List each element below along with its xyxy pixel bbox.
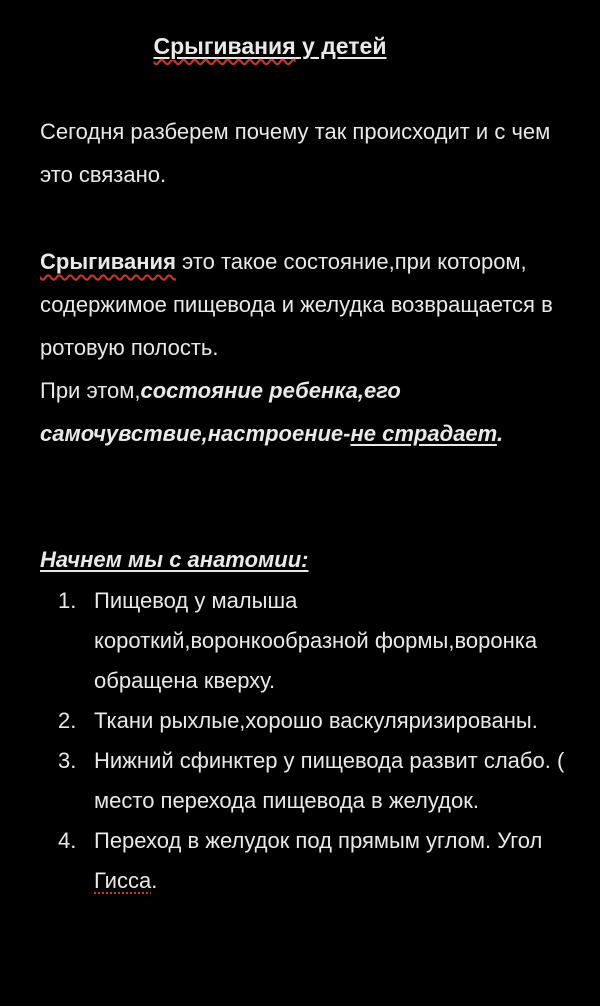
title-word-spellcheck: Срыгивания [153,33,296,59]
definition-text: это такое состояние,при котором, содержимое пищевода и желудка возвращается в ротовую полость. [40,249,553,360]
list-item [40,821,575,901]
definition-emphasis: состояние ребенка,его самочувствие,настроение- [40,378,401,446]
anatomy-list [40,581,575,901]
list-item-text: Нижний сфинктер у пищевода развит слабо. ( место перехода пищевода в желудок. [94,748,565,813]
definition-end: . [496,421,504,446]
list-item [40,581,575,701]
list-item [40,741,575,821]
anatomy-heading: Начнем мы с анатомии: [40,547,309,572]
definition-line2-prefix: При этом, [40,378,141,403]
definition-paragraph [40,240,570,455]
list-item-text-after: . [151,868,158,893]
list-item-number: 4. [58,828,77,853]
spellcheck-word: Гисса [94,868,152,893]
list-item-number: 2. [58,708,77,733]
intro-paragraph: Сегодня разберем почему так происходит и с чем это связано. [40,119,551,187]
list-item-number: 3. [58,748,77,773]
list-item [40,701,575,741]
definition-key-phrase: не страдает [350,421,497,446]
list-item-text: Пищевод у малыша короткий,воронкообразной формы,воронка обращена кверху. [94,588,538,693]
list-item-text: Ткани рыхлые,хорошо васкуляризированы. [94,708,538,733]
definition-term: Срыгивания [40,249,176,274]
title-rest: у детей [295,33,387,59]
list-item-text-before: Переход в желудок под прямым углом. Угол [94,828,543,853]
list-item-number: 1. [58,588,77,613]
document-title [0,33,540,60]
